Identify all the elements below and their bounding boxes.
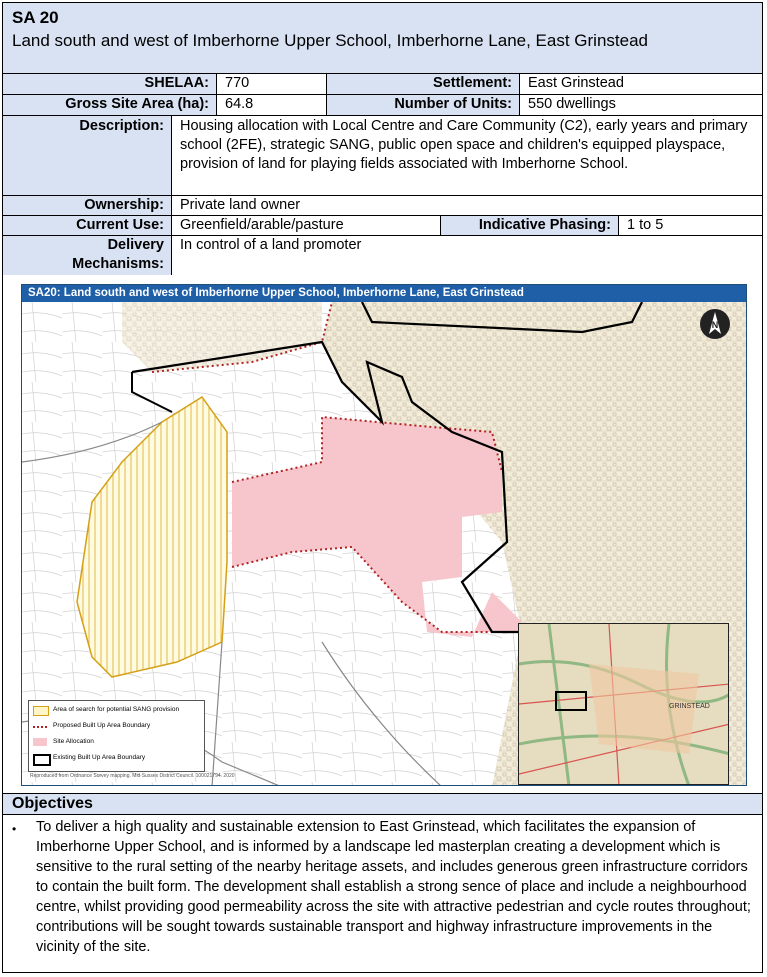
ownership-value: Private land owner bbox=[171, 196, 762, 215]
allocation-title: Land south and west of Imberhorne Upper School, Imberhorne Lane, East Grinstead bbox=[12, 31, 648, 50]
inset-drawing bbox=[519, 624, 729, 785]
map-legend bbox=[28, 700, 205, 772]
row-shelaa bbox=[3, 74, 762, 95]
legend-item-sang bbox=[33, 703, 201, 717]
description-value: Housing allocation with Local Centre and Care Community (C2), early years and primary school (2FE), strategic SANG, public open space and children's equipped playspace, provision of land for playing fields associated with Imberhorne School. bbox=[171, 116, 762, 195]
inset-label: GRINSTEAD bbox=[669, 703, 710, 710]
delivery-value: In control of a land promoter bbox=[171, 236, 762, 275]
legend-item-proposed bbox=[33, 719, 201, 733]
map-copyright: Reproduced from Ordnance Survey mapping. Mid Sussex District Council. 100021794. 2020 bbox=[30, 773, 235, 779]
units-label: Number of Units: bbox=[326, 95, 519, 115]
row-area bbox=[3, 95, 762, 116]
description-label: Description: bbox=[3, 116, 171, 195]
objectives-body bbox=[3, 815, 762, 972]
delivery-label-line1: Delivery bbox=[107, 237, 164, 253]
area-value: 64.8 bbox=[216, 95, 326, 115]
map-title: SA20: Land south and west of Imberhorne Upper School, Imberhorne Lane, East Grinstead bbox=[22, 285, 746, 302]
row-ownership bbox=[3, 196, 762, 216]
row-description bbox=[3, 116, 762, 196]
current-use-label: Current Use: bbox=[3, 216, 171, 235]
allocation-code: SA 20 bbox=[12, 8, 59, 27]
legend-label: Area of search for potential SANG provision bbox=[53, 706, 180, 713]
legend-label: Existing Built Up Area Boundary bbox=[53, 754, 146, 761]
legend-label: Proposed Built Up Area Boundary bbox=[53, 722, 151, 729]
settlement-value: East Grinstead bbox=[519, 74, 762, 94]
current-use-value: Greenfield/arable/pasture bbox=[171, 216, 440, 235]
units-value: 550 dwellings bbox=[519, 95, 762, 115]
north-label: N bbox=[711, 320, 719, 330]
ownership-label: Ownership: bbox=[3, 196, 171, 215]
legend-item-site bbox=[33, 735, 201, 749]
row-current-use bbox=[3, 216, 762, 236]
north-arrow-icon bbox=[699, 308, 731, 340]
legend-swatch-existing bbox=[33, 754, 51, 766]
site-map bbox=[21, 284, 747, 786]
settlement-label: Settlement: bbox=[326, 74, 519, 94]
legend-swatch-sang bbox=[33, 706, 49, 716]
delivery-label bbox=[3, 236, 171, 275]
objectives-text: To deliver a high quality and sustainable extension to East Grinstead, which facilitates the expansion of Imberhorne Upper School, and is informed by a landscape led masterplan creating a development which is sensitive to the rural setting of the nearby heritage assets, and includes generous green infrastructure corridors to contain the built form. The development shall establish a strong sence of place and include a neighbourhood centre, whilst providing good permeability across the site with attractive pedestrian and cycle routes throughout; contributions will be sought towards sustainable transport and highway infrastructure improvements in the vicinity of the site. bbox=[36, 819, 751, 955]
phasing-label: Indicative Phasing: bbox=[440, 216, 618, 235]
legend-item-existing bbox=[33, 751, 201, 765]
map-section bbox=[3, 275, 762, 795]
row-delivery bbox=[3, 236, 762, 275]
legend-label: Site Allocation bbox=[53, 738, 94, 745]
delivery-label-line2: Mechanisms: bbox=[72, 256, 164, 272]
objectives-heading: Objectives bbox=[3, 793, 762, 815]
legend-swatch-site bbox=[33, 738, 47, 746]
site-allocation-sheet bbox=[2, 2, 763, 973]
shelaa-value: 770 bbox=[216, 74, 326, 94]
phasing-value: 1 to 5 bbox=[618, 216, 762, 235]
sheet-header bbox=[3, 3, 762, 74]
area-label: Gross Site Area (ha): bbox=[3, 95, 216, 115]
shelaa-label: SHELAA: bbox=[3, 74, 216, 94]
bullet-point: • bbox=[12, 822, 17, 836]
location-inset-map bbox=[518, 623, 729, 785]
legend-swatch-proposed bbox=[33, 722, 47, 728]
